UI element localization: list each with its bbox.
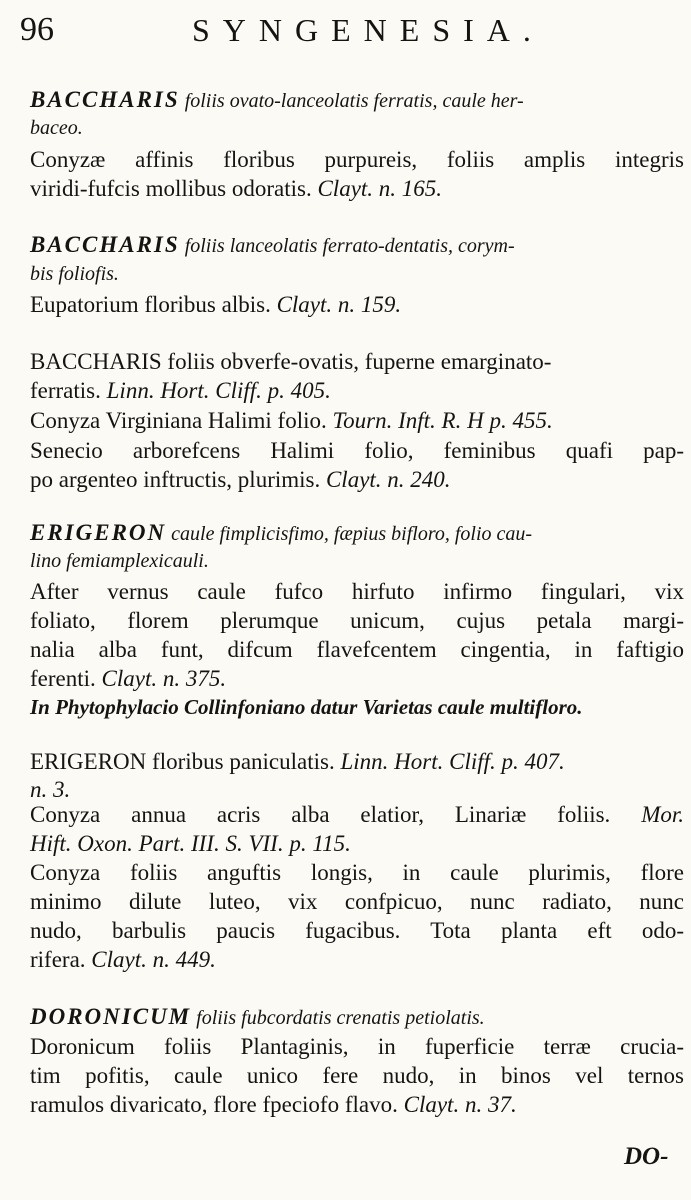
synonym-line: po argenteo inftructis, plurimis. Clayt. n. 240. (30, 467, 451, 492)
synonym-line: nalia alba funt, difcum flavefcentem cingentia, in faftigio (30, 637, 684, 662)
synonym-line: ramulos divaricato, flore fpeciofo flavo. Clayt. n. 37. (30, 1092, 517, 1117)
entry-heading-line: bis foliofis. (30, 263, 119, 285)
running-title: SYNGENESIA. (192, 12, 544, 48)
citation: Clayt. n. 159. (276, 292, 402, 317)
citation: Tourn. Inft. R. H p. 455. (332, 408, 553, 433)
citation: Linn. Hort. Cliff. p. 405. (106, 378, 331, 403)
citation: Clayt. n. 165. (317, 176, 443, 201)
synonym-line: Conyza Virginiana Halimi folio. Tourn. Inft. R. H p. 455. (30, 408, 553, 433)
entry-heading-line: ERIGERON caule fimplicisfimo, fæpius bifloro, folio cau- (30, 520, 533, 545)
genus-name: DORONICUM (30, 1004, 192, 1029)
entry-heading-line: lino femiamplexicauli. (30, 550, 209, 572)
synonym-line: rifera. Clayt. n. 449. (30, 947, 216, 972)
entry-heading-line: BACCHARIS foliis ovato-lanceolatis ferratis, caule her- (30, 87, 524, 112)
citation: Linn. Hort. Cliff. p. 407. (340, 749, 565, 774)
entry-heading-line: ferratis. Linn. Hort. Cliff. p. 405. (30, 378, 331, 403)
genus-name: BACCHARIS (30, 232, 180, 257)
entry-heading-line: n. 3. (30, 777, 71, 802)
catchword: DO- (624, 1143, 669, 1170)
synonym-line: Conyza foliis anguftis longis, in caule plurimis, flore (30, 860, 684, 885)
genus-name: BACCHARIS (30, 87, 180, 112)
synonym-line: Conyzæ affinis floribus purpureis, foliis amplis integris (30, 147, 684, 172)
entry-heading-line: baceo. (30, 117, 83, 139)
citation: Clayt. n. 449. (91, 947, 216, 972)
citation: Clayt. n. 375. (101, 666, 227, 691)
synonym-line: nudo, barbulis paucis fugacibus. Tota planta eft odo- (30, 918, 684, 943)
genus-name: ERIGERON (30, 749, 147, 774)
citation: Clayt. n. 37. (403, 1092, 517, 1117)
entry-heading-line: DORONICUM foliis fubcordatis crenatis petiolatis. (30, 1004, 485, 1029)
synonym-line: viridi-fufcis mollibus odoratis. Clayt. n. 165. (30, 176, 443, 201)
synonym-line: tim pofitis, caule unico fere nudo, in binos vel ternos (30, 1063, 684, 1088)
synonym-line: Doronicum foliis Plantaginis, in fuperficie terræ crucia- (30, 1034, 684, 1059)
citation-line: Hift. Oxon. Part. III. S. VII. p. 115. (30, 831, 351, 856)
entry-heading-line: BACCHARIS foliis lanceolatis ferrato-dentatis, corym- (30, 232, 515, 257)
synonym-line: Conyza annua acris alba elatior, Linariæ foliis. Mor. (30, 802, 685, 827)
synonym-line: ferenti. Clayt. n. 375. (30, 666, 227, 691)
genus-name: BACCHARIS (30, 349, 162, 374)
entry-heading-line: ERIGERON floribus paniculatis. Linn. Hort. Cliff. p. 407. (30, 749, 565, 774)
page-number: 96 (20, 11, 54, 48)
synonym-line: After vernus caule fufco hirfuto infirmo fingulari, vix (30, 579, 684, 604)
page-header (20, 10, 671, 50)
genus-name: ERIGERON (30, 520, 167, 545)
synonym-line: Senecio arborefcens Halimi folio, feminibus quafi pap- (30, 438, 684, 463)
variety-note: In Phytophylacio Collinfoniano datur Varietas caule multifloro. (30, 695, 583, 719)
citation: Clayt. n. 240. (325, 467, 451, 492)
synonym-line: Eupatorium floribus albis. Clayt. n. 159. (30, 292, 402, 317)
citation: Mor. (641, 802, 685, 827)
entry-heading-line: BACCHARIS foliis obverfe-ovatis, fuperne emarginato- (30, 349, 552, 374)
synonym-line: foliato, florem plerumque unicum, cujus petala margi- (30, 608, 684, 633)
synonym-line: minimo dilute luteo, vix confpicuo, nunc radiato, nunc (30, 889, 684, 914)
